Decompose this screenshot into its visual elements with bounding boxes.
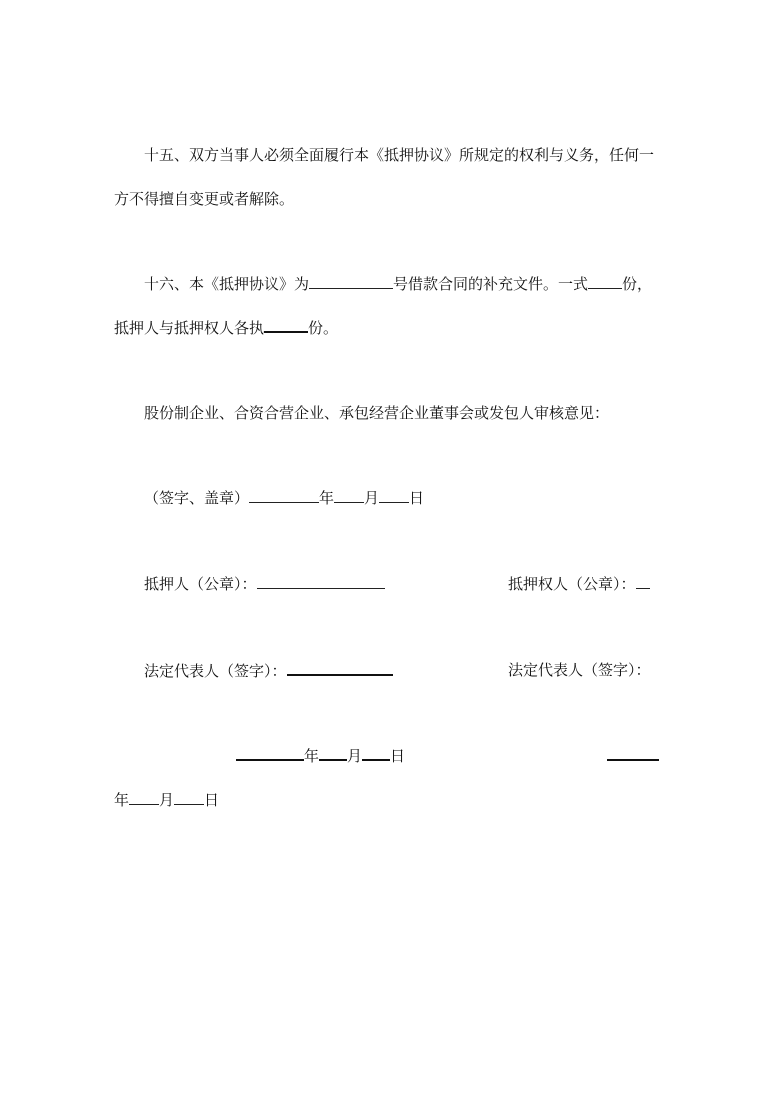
clause15-line1 — [144, 145, 654, 165]
contract-number-blank[interactable] — [309, 274, 393, 289]
copies-total-blank[interactable] — [588, 274, 622, 289]
clause16-line2b: 份。 — [308, 319, 339, 337]
date-row-left — [236, 745, 405, 765]
legal-rep-right-label: 法定代表人（签字）： — [508, 661, 651, 679]
copies-each-blank[interactable] — [264, 317, 308, 333]
date-right-day-label: 日 — [204, 791, 220, 809]
date-left-year-blank[interactable] — [236, 745, 304, 761]
clause16-line2a: 抵押人与抵押权人各执 — [114, 319, 265, 337]
date-left-day-label: 日 — [390, 747, 406, 765]
date-right-year-blank[interactable] — [607, 745, 659, 761]
mortgagor-seal-blank[interactable] — [257, 574, 385, 589]
clause16-line1 — [144, 274, 652, 294]
review-month-label: 月 — [364, 489, 380, 507]
mortgagor-seal-label: 抵押人（公章）： — [144, 575, 257, 593]
legal-rep-left-line — [144, 660, 393, 680]
clause16-part2: 号借款合同的补充文件。一式 — [393, 275, 589, 293]
date-right-month-label: 月 — [159, 791, 175, 809]
review-opinion-line — [144, 403, 609, 423]
clause16-part1: 十六、本《抵押协议》为 — [144, 275, 310, 293]
clause16-line2 — [114, 317, 338, 337]
clause16-part3: 份， — [622, 275, 653, 293]
date-right-year-label: 年 — [114, 791, 130, 809]
date-row-right-continued — [114, 790, 219, 810]
mortgagee-seal-line — [508, 574, 650, 594]
clause15-text-2: 方不得擅自变更或者解除。 — [114, 190, 295, 208]
clause15-text-1: 十五、双方当事人必须全面履行本《抵押协议》所规定的权利与义务，任何一 — [144, 146, 655, 164]
date-right-day-blank[interactable] — [174, 790, 204, 805]
clause15-line2 — [114, 189, 294, 209]
date-left-year-label: 年 — [304, 747, 320, 765]
review-day-blank[interactable] — [379, 488, 409, 503]
review-sign-label: （签字、盖章） — [144, 489, 250, 507]
legal-rep-right-line — [508, 660, 651, 680]
legal-rep-left-label: 法定代表人（签字）： — [144, 662, 287, 680]
mortgagee-seal-blank[interactable] — [636, 574, 650, 589]
review-sign-line — [144, 488, 424, 508]
mortgagor-seal-line — [144, 574, 385, 594]
review-year-label: 年 — [319, 489, 335, 507]
review-day-label: 日 — [409, 489, 425, 507]
review-year-blank[interactable] — [249, 488, 319, 503]
review-month-blank[interactable] — [334, 488, 364, 503]
date-row-right-start — [607, 745, 659, 765]
date-left-day-blank[interactable] — [362, 745, 390, 761]
review-opinion-text: 股份制企业、合资合营企业、承包经营企业董事会或发包人审核意见： — [144, 404, 610, 422]
date-left-month-label: 月 — [347, 747, 363, 765]
mortgagee-seal-label: 抵押权人（公章）： — [508, 575, 636, 593]
legal-rep-left-blank[interactable] — [287, 660, 393, 676]
date-left-month-blank[interactable] — [319, 745, 347, 761]
date-right-month-blank[interactable] — [129, 790, 159, 805]
